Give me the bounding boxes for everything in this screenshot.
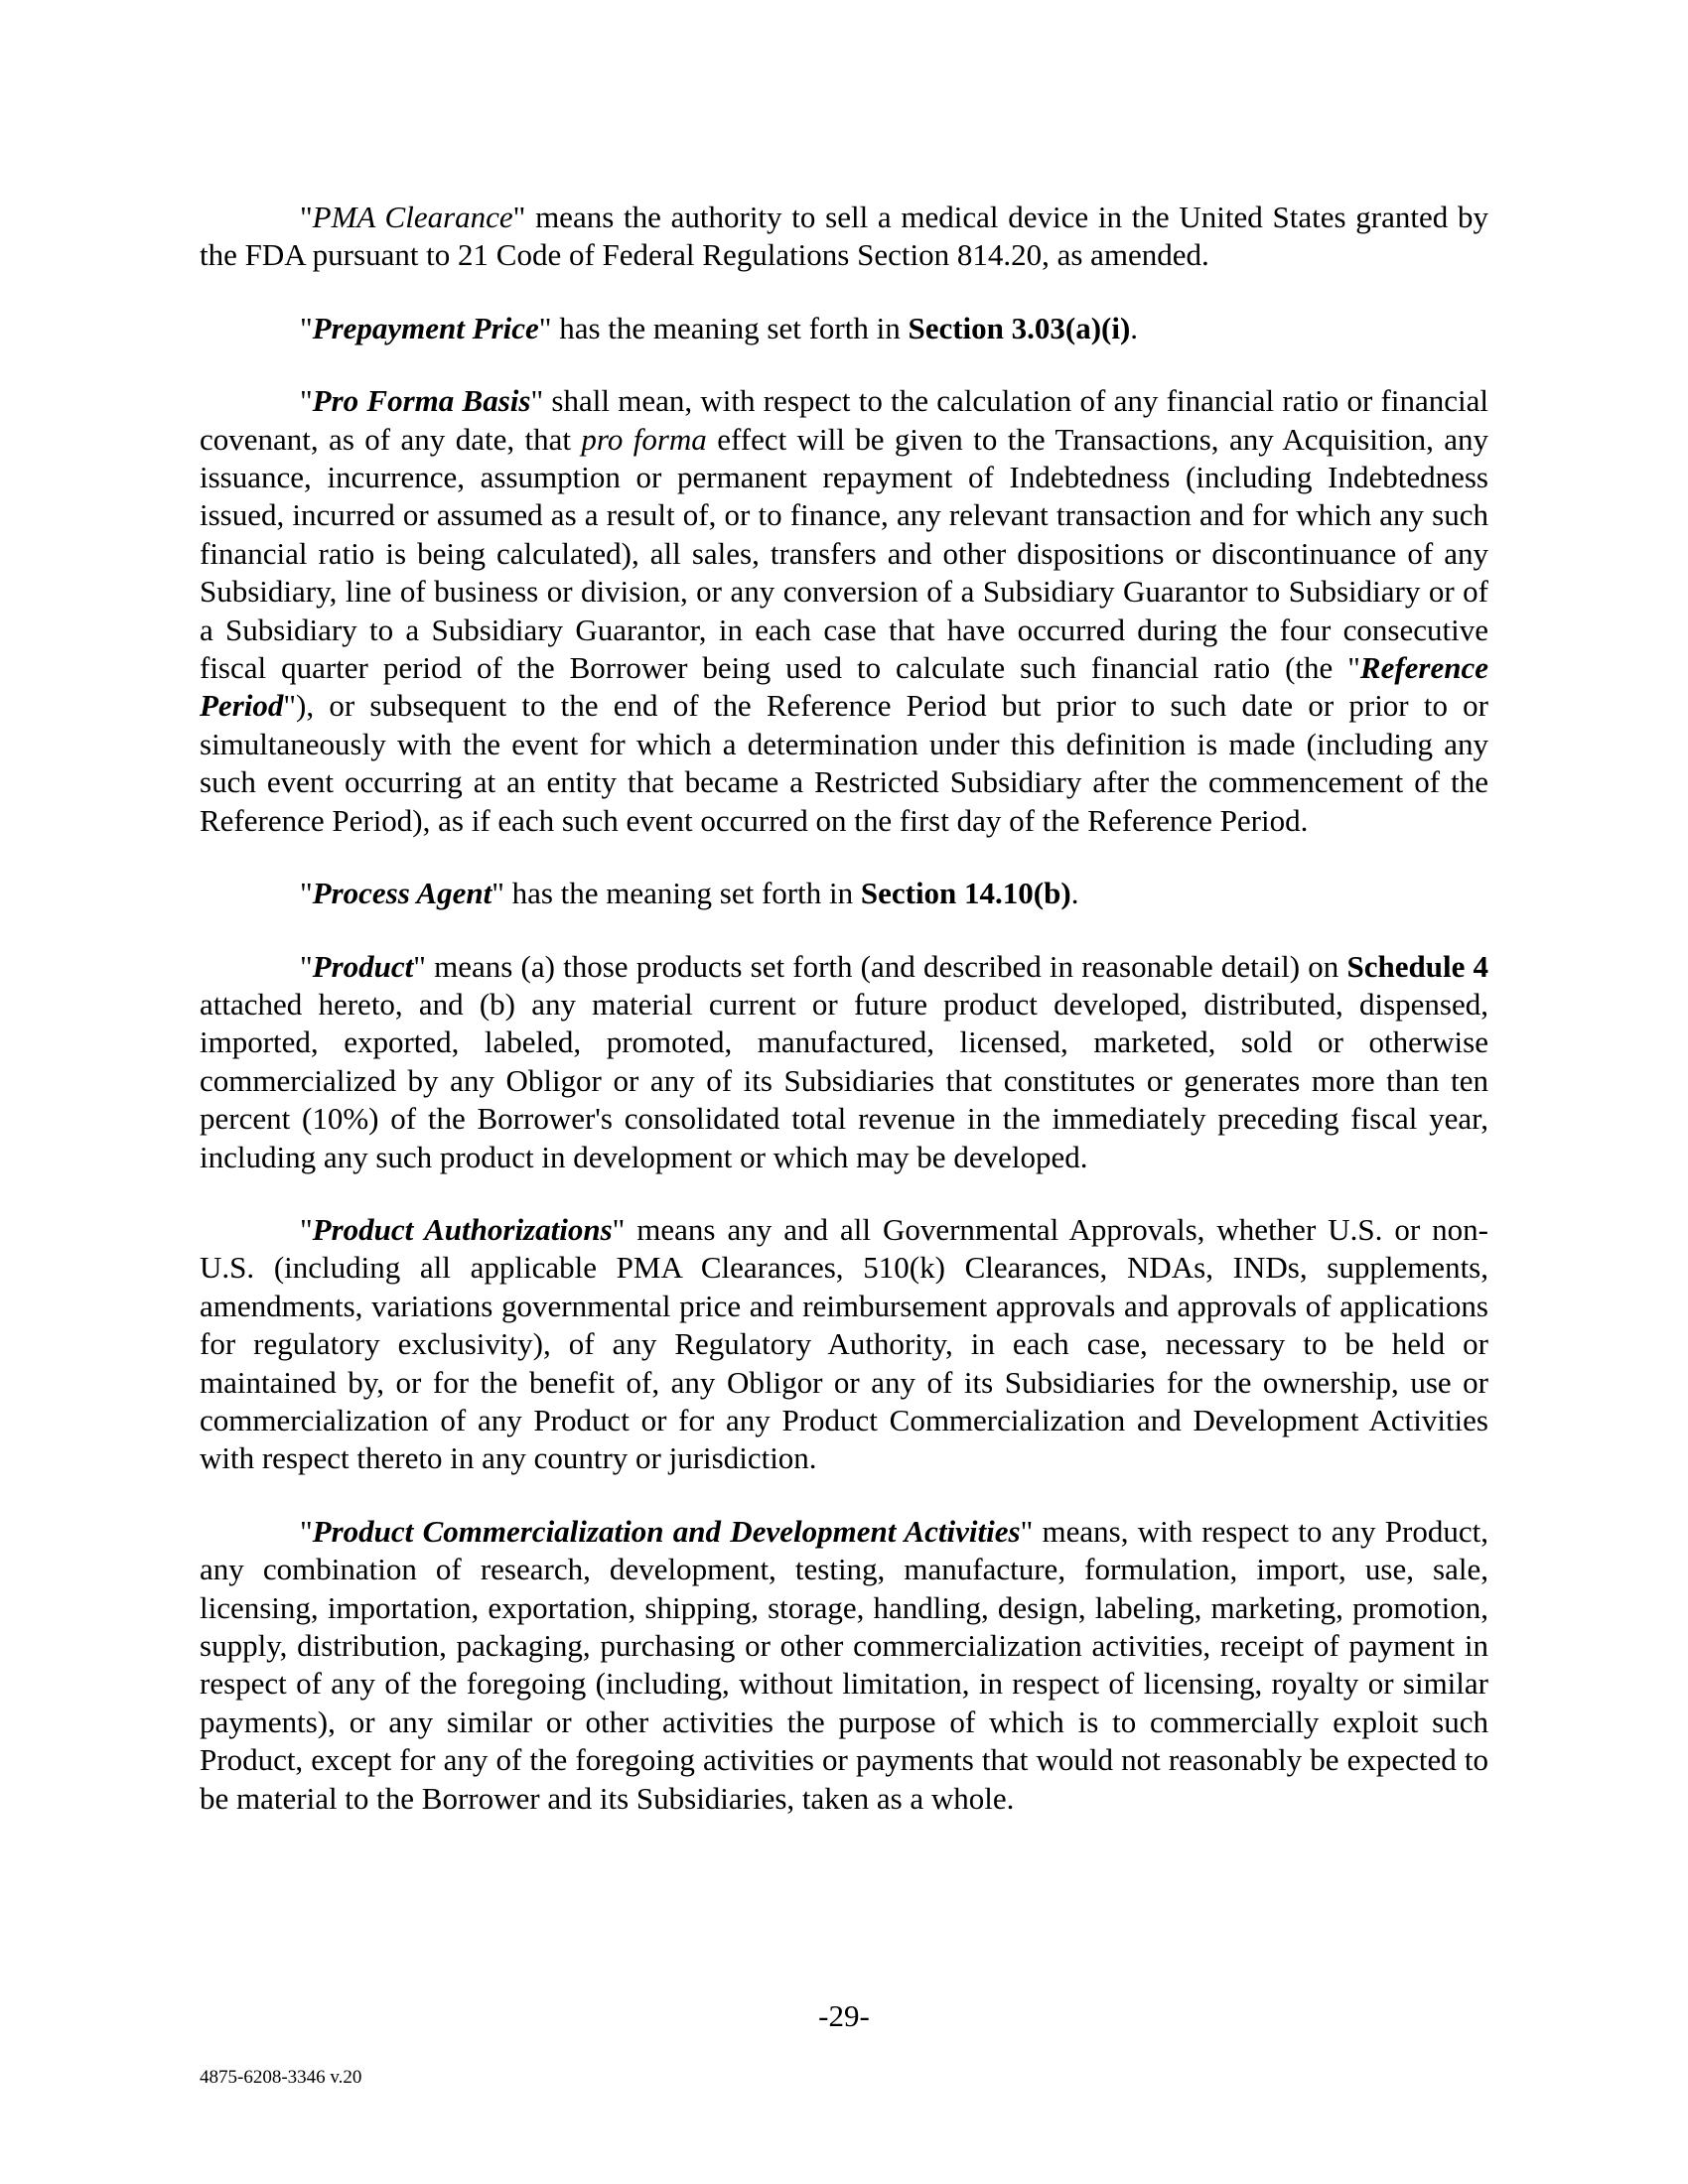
definition-pro-forma-basis: "Pro Forma Basis" shall mean, with respect to the calculation of any financial ratio or financial covenant, as of any date, that pro forma effect will be given to the Transactions, any Acquisition, any issuance, incurrence, assumption or permanent repayment of Indebtedness (including Indebtedness issued, incurred or assumed as a result of, or to finance, any relevant transaction and for which any such financial ratio is being calculated), all sales, transfers and other dispositions or discontinuance of any Subsidiary, line of business or division, or any conversion of a Subsidiary Guarantor to Subsidiary or of a Subsidiary to a Subsidiary Guarantor, in each case that have occurred during the four consecutive fiscal quarter period of the Borrower being used to calculate such financial ratio (the "Reference Period"), or subsequent to the end of the Reference Period but prior to such date or prior to or simultaneously with the event for which a determination under this definition is made (including any such event occurring at an entity that became a Restricted Subsidiary after the commencement of the Reference Period), as if each such event occurred on the first day of the Reference Period.: [200, 383, 1488, 838]
definition-prepayment-price: "Prepayment Price" has the meaning set forth in Section 3.03(a)(i).: [300, 310, 1139, 345]
definition-text: " means the authority to sell a medical device in the United States granted by the FDA pursuant to 21 Code of Federal Regulations Section 814.20, as amended.: [200, 200, 1488, 273]
defined-term: Product Commercialization and Development Activities: [312, 1513, 1021, 1549]
schedule-reference: Schedule 4: [1346, 948, 1489, 984]
definition-text: " means (a) those products set forth (and described in reasonable detail) on: [413, 948, 1347, 984]
section-reference: Section 14.10(b): [860, 876, 1071, 911]
italic-phrase: pro forma: [581, 421, 707, 457]
definition-text-end: .: [1130, 310, 1139, 345]
definition-product-authorizations: "Product Authorizations" means any and all Governmental Approvals, whether U.S. or non-U.S. (including all applicable PMA Clearances, 510(k) Clearances, NDAs, INDs, supplements, amendments, variations governmental price and reimbursement approvals and approvals of applications for regulatory exclusivity), of any Regulatory Authority, in each case, necessary to be held or maintained by, or for the benefit of, any Obligor or any of its Subsidiaries for the ownership, use or commercialization of any Product or for any Product Commercialization and Development Activities with respect thereto in any country or jurisdiction.: [200, 1211, 1488, 1476]
definition-text: effect will be given to the Transactions, any Acquisition, any issuance, incurrence, assumption or permanent repayment of Indebtedness (including Indebtedness issued, incurred or assumed as a result of, or to finance, any relevant transaction and for which any such financial ratio is being calculated), all sales, transfers and other dispositions or discontinuance of any Subsidiary, line of business or division, or any conversion of a Subsidiary Guarantor to Subsidiary or of a Subsidiary to a Subsidiary Guarantor, in each case that have occurred during the four consecutive fiscal quarter period of the Borrower being used to calculate such financial ratio (the ": [200, 421, 1488, 686]
page-number: -29-: [818, 1998, 870, 2033]
definition-text-end: .: [1070, 876, 1079, 911]
definition-text: " has the meaning set forth in: [538, 310, 909, 345]
defined-term: Process Agent: [312, 876, 492, 911]
document-body: [200, 199, 1488, 1818]
defined-term: Product Authorizations: [312, 1211, 613, 1247]
document-id: 4875-6208-3346 v.20: [200, 2067, 362, 2088]
definition-text: " means any and all Governmental Approvals, whether U.S. or non-U.S. (including all applicable PMA Clearances, 510(k) Clearances, NDAs, INDs, supplements, amendments, variations governmental price and reimbursement approvals and approvals of applications for regulatory exclusivity), of any Regulatory Authority, in each case, necessary to be held or maintained by, or for the benefit of, any Obligor or any of its Subsidiaries for the ownership, use or commercialization of any Product or for any Product Commercialization and Development Activities with respect thereto in any country or jurisdiction.: [200, 1211, 1488, 1476]
section-reference: Section 3.03(a)(i): [908, 310, 1131, 345]
definition-text: " means, with respect to any Product, any combination of research, development, testing, manufacture, formulation, import, use, sale, licensing, importation, exportation, shipping, storage, handling, design, labeling, marketing, promotion, supply, distribution, packaging, purchasing or other commercialization activities, receipt of payment in respect of any of the foregoing (including, without limitation, in respect of licensing, royalty or similar payments), or any similar or other activities the purpose of which is to commercially exploit such Product, except for any of the foregoing activities or payments that would not reasonably be expected to be material to the Borrower and its Subsidiaries, taken as a whole.: [200, 1513, 1488, 1816]
definition-process-agent: "Process Agent" has the meaning set forth in Section 14.10(b).: [300, 876, 1079, 911]
definition-product: "Product" means (a) those products set forth (and described in reasonable detail) on Schedule 4 attached hereto, and (b) any material current or future product developed, distributed, dispensed, imported, exported, labeled, promoted, manufactured, licensed, marketed, sold or otherwise commercialized by any Obligor or any of its Subsidiaries that constitutes or generates more than ten percent (10%) of the Borrower's consolidated total revenue in the immediately preceding fiscal year, including any such product in development or which may be developed.: [200, 948, 1489, 1174]
defined-term-inner: Reference Period: [200, 650, 1488, 724]
definition-text-end: "), or subsequent to the end of the Reference Period but prior to such date or prior to or simultaneously with the event for which a determination under this definition is made (including any such event occurring at an entity that became a Restricted Subsidiary after the commencement of the Reference Period), as if each such event occurred on the first day of the Reference Period.: [200, 688, 1488, 838]
defined-term: Pro Forma Basis: [312, 383, 531, 419]
definition-product-commercialization: "Product Commercialization and Development Activities" means, with respect to any Product, any combination of research, development, testing, manufacture, formulation, import, use, sale, licensing, importation, exportation, shipping, storage, handling, design, labeling, marketing, promotion, supply, distribution, packaging, purchasing or other commercialization activities, receipt of payment in respect of any of the foregoing (including, without limitation, in respect of licensing, royalty or similar payments), or any similar or other activities the purpose of which is to commercially exploit such Product, except for any of the foregoing activities or payments that would not reasonably be expected to be material to the Borrower and its Subsidiaries, taken as a whole.: [200, 1513, 1488, 1816]
defined-term: Product: [312, 948, 414, 984]
definition-pma-clearance: "PMA Clearance" means the authority to sell a medical device in the United States granted by the FDA pursuant to 21 Code of Federal Regulations Section 814.20, as amended.: [200, 200, 1488, 273]
defined-term: Prepayment Price: [312, 310, 539, 345]
definition-text: " has the meaning set forth in: [492, 876, 861, 911]
defined-term: PMA Clearance: [312, 200, 513, 234]
definition-text: " shall mean, with respect to the calculation of any financial ratio or financial covenant, as of any date, that: [200, 383, 1488, 457]
definition-text-end: attached hereto, and (b) any material current or future product developed, distributed, dispensed, imported, exported, labeled, promoted, manufactured, licensed, marketed, sold or otherwise commercialized by any Obligor or any of its Subsidiaries that constitutes or generates more than ten percent (10%) of the Borrower's consolidated total revenue in the immediately preceding fiscal year, including any such product in development or which may be developed.: [200, 986, 1488, 1174]
